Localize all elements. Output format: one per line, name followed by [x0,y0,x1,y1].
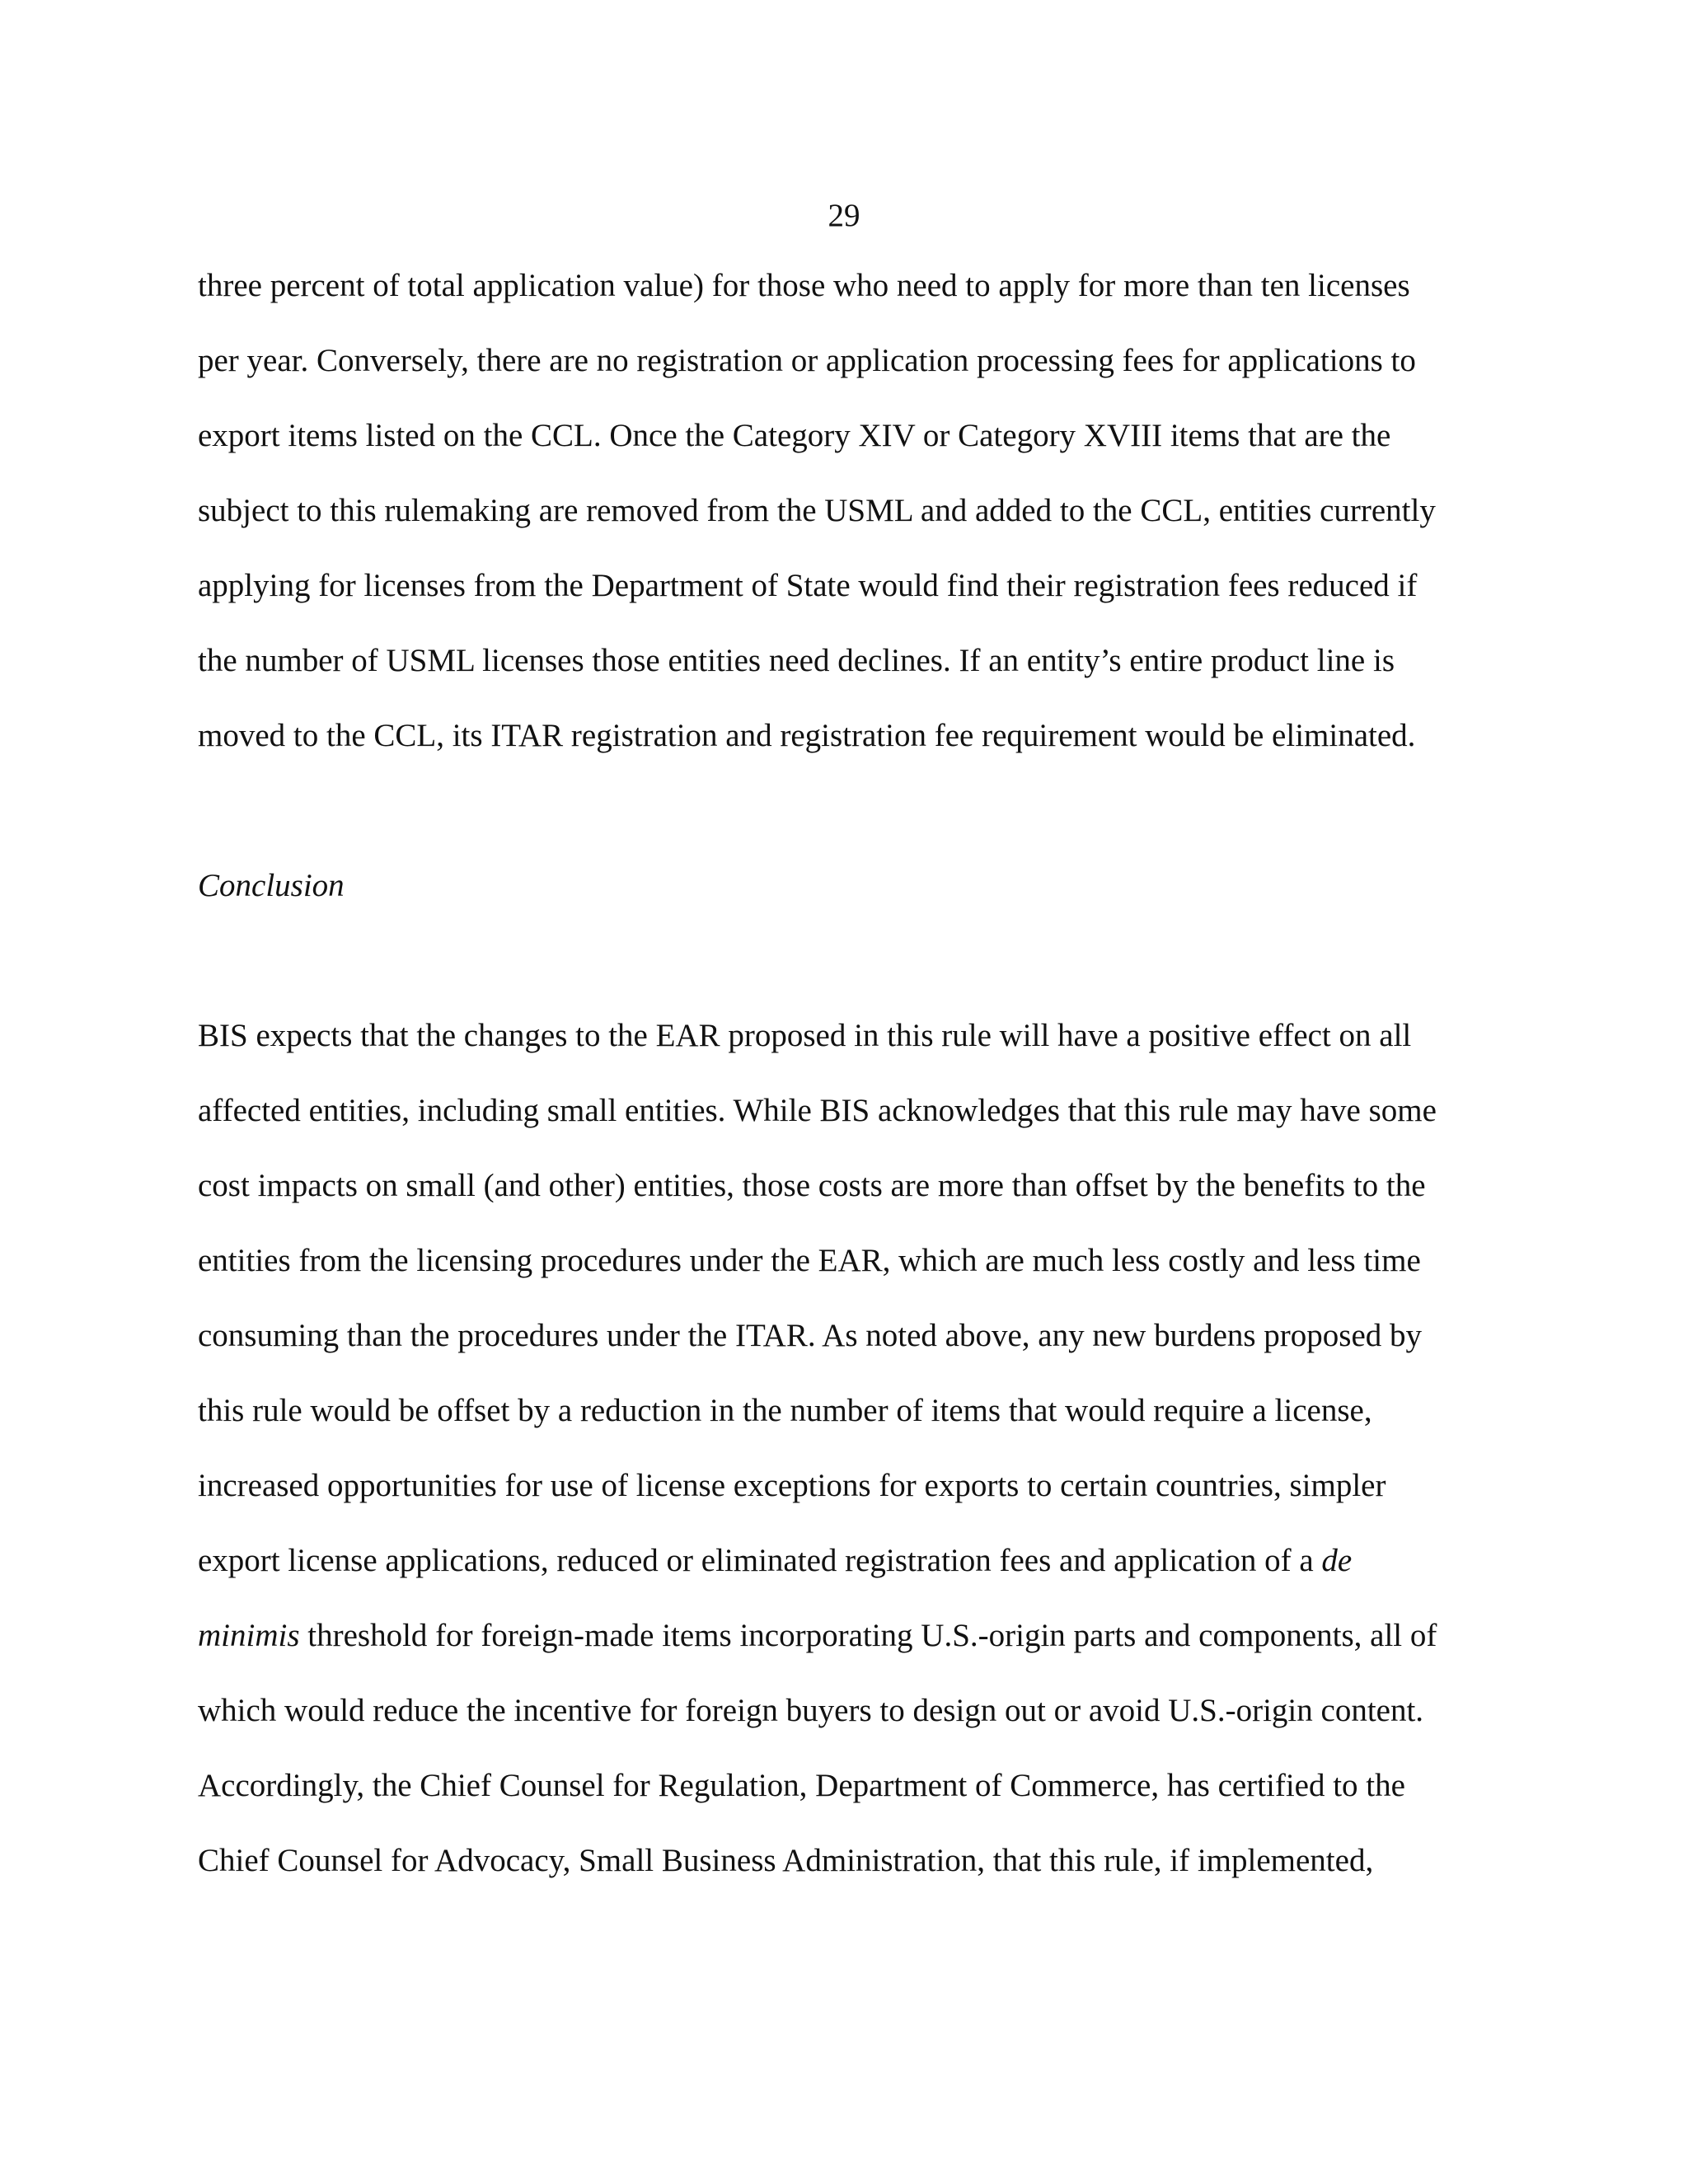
paragraph-2-line [198,1616,1437,1656]
paragraph-1-line: per year. Conversely, there are no registration or application processing fees for applications to [198,343,1416,378]
paragraph-2-line: Chief Counsel for Advocacy, Small Business Administration, that this rule, if implemented, [198,1843,1374,1878]
page-number: 29 [828,198,860,233]
paragraph-2-line: entities from the licensing procedures under the EAR, which are much less costly and less time [198,1243,1421,1278]
paragraph-1-line: the number of USML licenses those entities need declines. If an entity’s entire product line is [198,643,1395,678]
paragraph-2-line: this rule would be offset by a reduction in the number of items that would require a license, [198,1393,1372,1428]
paragraph-2-line [198,1541,1352,1581]
paragraph-2-line: affected entities, including small entities. While BIS acknowledges that this rule may have some [198,1093,1437,1128]
italic-term: de [1321,1543,1353,1578]
section-heading: Conclusion [198,868,345,903]
paragraph-2-line: which would reduce the incentive for foreign buyers to design out or avoid U.S.-origin content. [198,1693,1424,1728]
paragraph-2-line: increased opportunities for use of license exceptions for exports to certain countries, simpler [198,1468,1386,1503]
paragraph-1-line: three percent of total application value) for those who need to apply for more than ten licenses [198,268,1410,303]
italic-term: minimis [198,1618,300,1653]
line-text: threshold for foreign-made items incorporating U.S.-origin parts and components, all of [299,1618,1437,1653]
paragraph-1-line: applying for licenses from the Department of State would find their registration fees reduced if [198,568,1418,603]
paragraph-1-line: subject to this rulemaking are removed from the USML and added to the CCL, entities currently [198,493,1436,528]
paragraph-1-line: export items listed on the CCL. Once the Category XIV or Category XVIII items that are the [198,418,1391,453]
paragraph-2-line: BIS expects that the changes to the EAR proposed in this rule will have a positive effect on all [198,1018,1412,1053]
paragraph-2-line: Accordingly, the Chief Counsel for Regulation, Department of Commerce, has certified to the [198,1768,1405,1803]
paragraph-2-line: cost impacts on small (and other) entities, those costs are more than offset by the benefits to the [198,1168,1426,1203]
paragraph-1-line: moved to the CCL, its ITAR registration and registration fee requirement would be eliminated. [198,718,1416,753]
paragraph-2-line: consuming than the procedures under the ITAR. As noted above, any new burdens proposed by [198,1318,1423,1353]
line-text: export license applications, reduced or eliminated registration fees and application of a [198,1543,1322,1578]
